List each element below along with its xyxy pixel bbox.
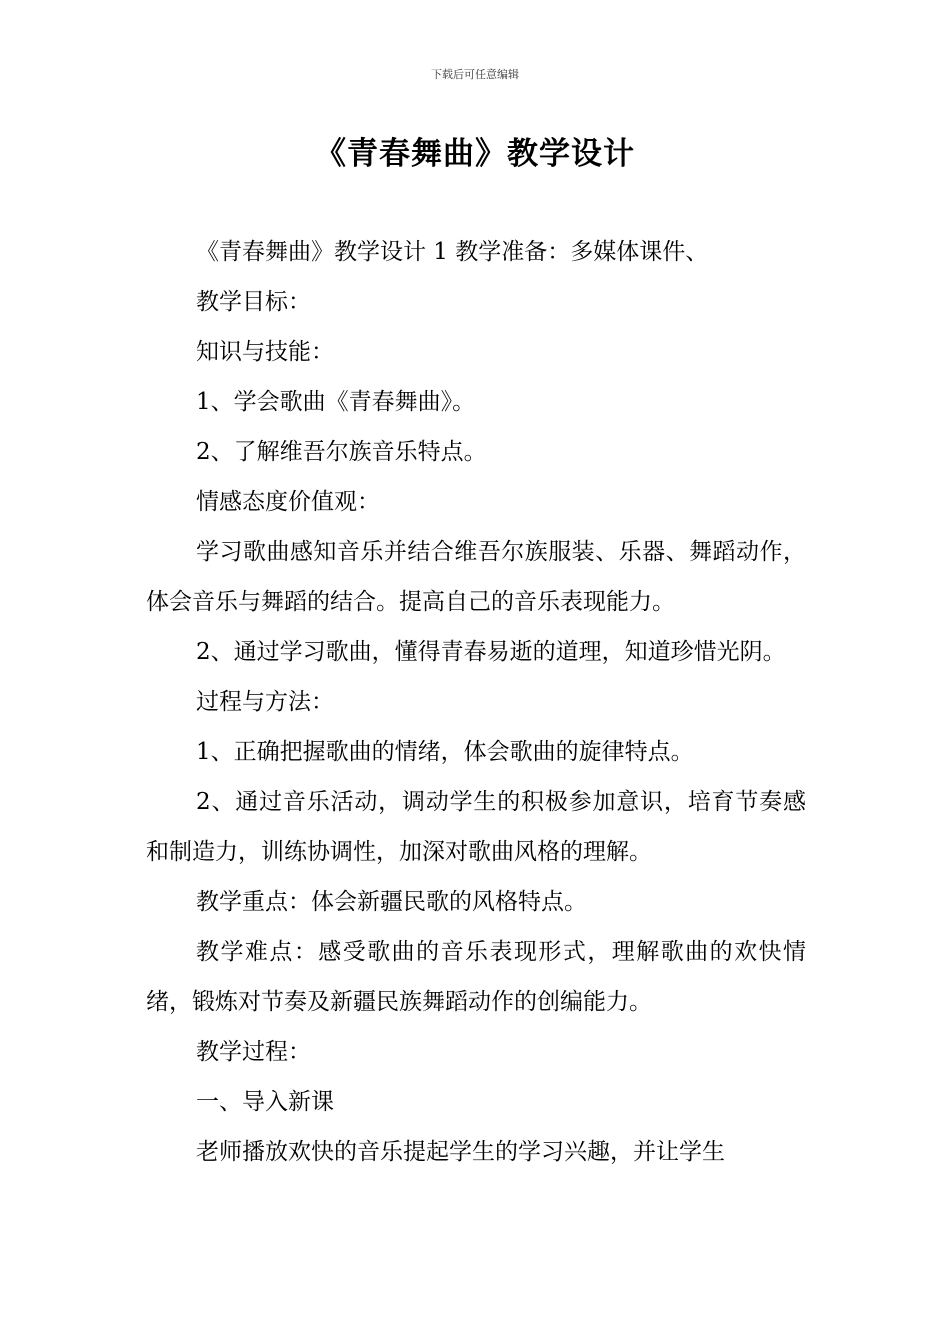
paragraph-method-item-1: 1、正确把握歌曲的情绪，体会歌曲的旋律特点。 [196, 739, 694, 765]
paragraph-knowledge-heading: 知识与技能： [196, 339, 334, 365]
paragraph-knowledge-item-2: 2、了解维吾尔族音乐特点。 [196, 439, 487, 465]
paragraph-intro-content: 老师播放欢快的音乐提起学生的学习兴趣，并让学生 [196, 1139, 725, 1165]
paragraph-difficult-point: 教学难点：感受歌曲的音乐表现形式，理解歌曲的欢快情绪，锻炼对节奏及新疆民族舞蹈动作的创编能力。 [146, 939, 806, 1015]
paragraph-values-item-1: 学习歌曲感知音乐并结合维吾尔族服装、乐器、舞蹈动作，体会音乐与舞蹈的结合。提高自己的音乐表现能力。 [146, 539, 806, 615]
paragraph-method-item-2: 2、通过音乐活动，调动学生的积极参加意识，培育节奏感和制造力，训练协调性，加深对歌曲风格的理解。 [146, 789, 806, 865]
paragraph-knowledge-item-1: 1、学会歌曲《青春舞曲》。 [196, 389, 476, 415]
paragraph-objectives-heading: 教学目标： [196, 289, 311, 315]
paragraph-process-heading: 教学过程： [196, 1039, 311, 1065]
document-title: 《青春舞曲》教学设计 [315, 136, 635, 172]
paragraph-values-heading: 情感态度价值观： [196, 489, 380, 515]
paragraph-key-point: 教学重点：体会新疆民歌的风格特点。 [196, 889, 587, 915]
paragraph-preparation: 《青春舞曲》教学设计 1 教学准备：多媒体课件、 [196, 239, 709, 265]
document-body [146, 227, 806, 1177]
page-header-note: 下载后可任意编辑 [431, 68, 519, 81]
paragraph-method-heading: 过程与方法： [196, 689, 334, 715]
paragraph-values-item-2: 2、通过学习歌曲，懂得青春易逝的道理，知道珍惜光阴。 [196, 639, 786, 665]
paragraph-section-intro: 一、导入新课 [196, 1089, 334, 1115]
